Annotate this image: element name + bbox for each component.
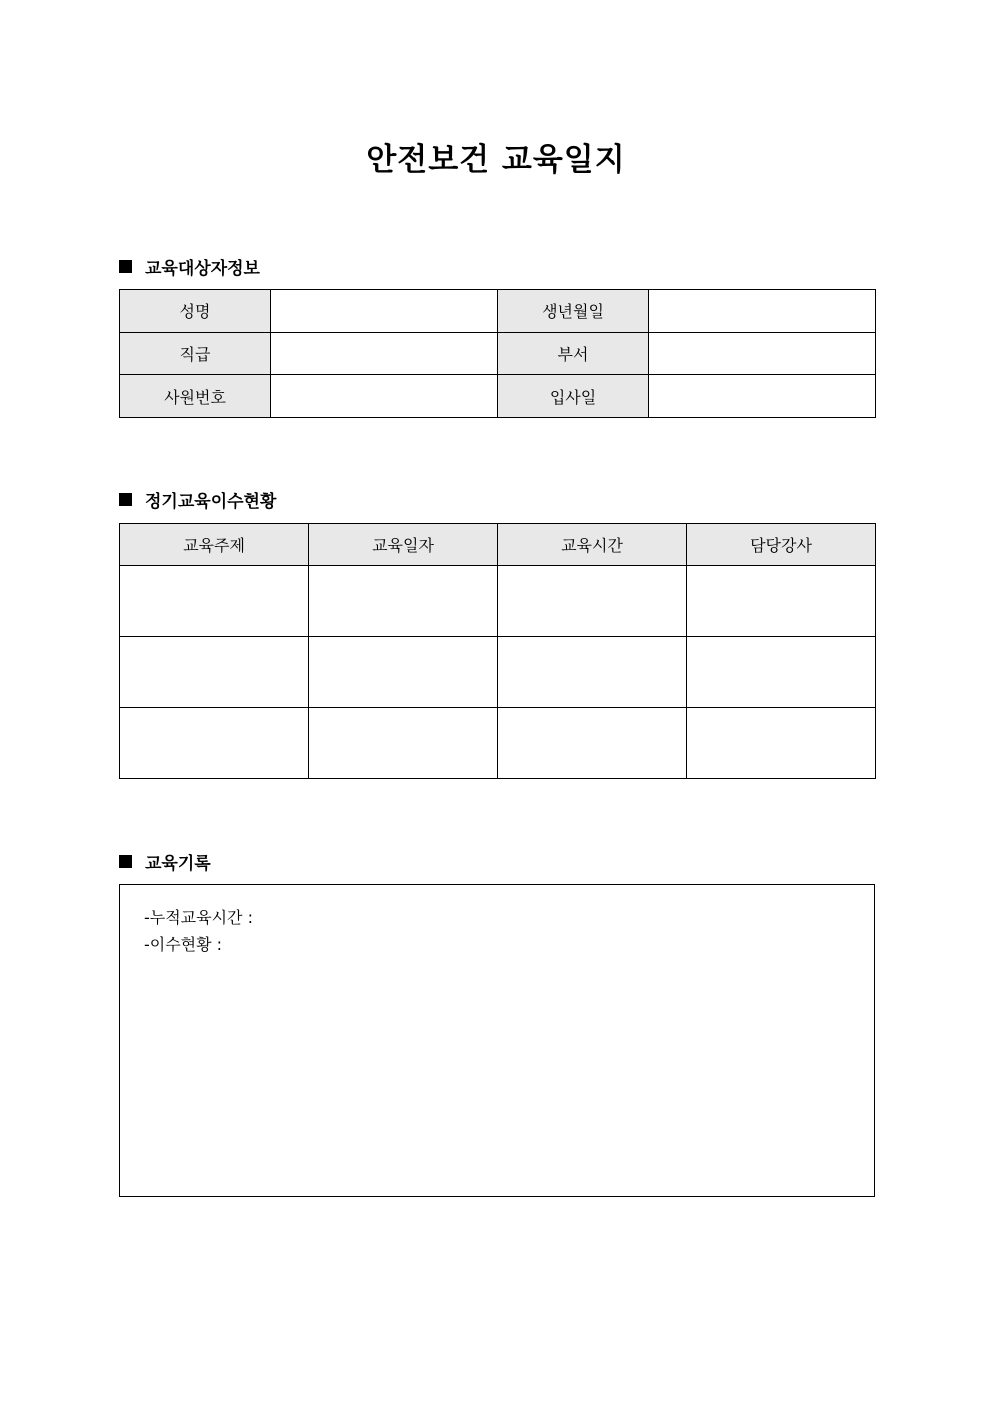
table-row <box>120 332 876 375</box>
table-row <box>120 566 876 637</box>
table-row <box>120 290 876 333</box>
topic-cell[interactable] <box>120 566 309 637</box>
table-header-row <box>120 524 876 566</box>
instructor-cell[interactable] <box>687 637 876 708</box>
section-heading-label: 교육대상자정보 <box>145 259 260 279</box>
column-header-date: 교육일자 <box>309 524 498 566</box>
section-heading-training-record <box>119 849 211 874</box>
date-cell[interactable] <box>309 708 498 779</box>
black-square-icon <box>119 260 132 273</box>
hire-date-label: 입사일 <box>498 375 649 418</box>
regular-training-table <box>119 523 876 779</box>
hours-cell[interactable] <box>498 566 687 637</box>
birthdate-field[interactable] <box>649 290 876 333</box>
hours-cell[interactable] <box>498 708 687 779</box>
birthdate-label: 생년월일 <box>498 290 649 333</box>
cumulative-hours-line: -누적교육시간 : <box>144 908 253 927</box>
position-field[interactable] <box>271 332 498 375</box>
target-info-table <box>119 289 876 418</box>
section-heading-label: 교육기록 <box>145 854 211 874</box>
date-cell[interactable] <box>309 566 498 637</box>
hours-cell[interactable] <box>498 637 687 708</box>
column-header-hours: 교육시간 <box>498 524 687 566</box>
completion-status-line: -이수현황 : <box>144 935 223 954</box>
department-field[interactable] <box>649 332 876 375</box>
department-label: 부서 <box>498 332 649 375</box>
section-heading-label: 정기교육이수현황 <box>145 492 277 512</box>
instructor-cell[interactable] <box>687 708 876 779</box>
table-row <box>120 375 876 418</box>
column-header-topic: 교육주제 <box>120 524 309 566</box>
hire-date-field[interactable] <box>649 375 876 418</box>
black-square-icon <box>119 855 132 868</box>
column-header-instructor: 담당강사 <box>687 524 876 566</box>
table-row <box>120 637 876 708</box>
date-cell[interactable] <box>309 637 498 708</box>
employee-id-field[interactable] <box>271 375 498 418</box>
section-heading-target-info <box>119 254 260 279</box>
document-title: 안전보건 교육일지 <box>366 142 626 178</box>
name-field[interactable] <box>271 290 498 333</box>
topic-cell[interactable] <box>120 708 309 779</box>
section-heading-regular-training <box>119 487 276 512</box>
black-square-icon <box>119 493 132 506</box>
topic-cell[interactable] <box>120 637 309 708</box>
name-label: 성명 <box>120 290 271 333</box>
position-label: 직급 <box>120 332 271 375</box>
employee-id-label: 사원번호 <box>120 375 271 418</box>
table-row <box>120 708 876 779</box>
training-record-box[interactable] <box>119 884 875 1197</box>
instructor-cell[interactable] <box>687 566 876 637</box>
